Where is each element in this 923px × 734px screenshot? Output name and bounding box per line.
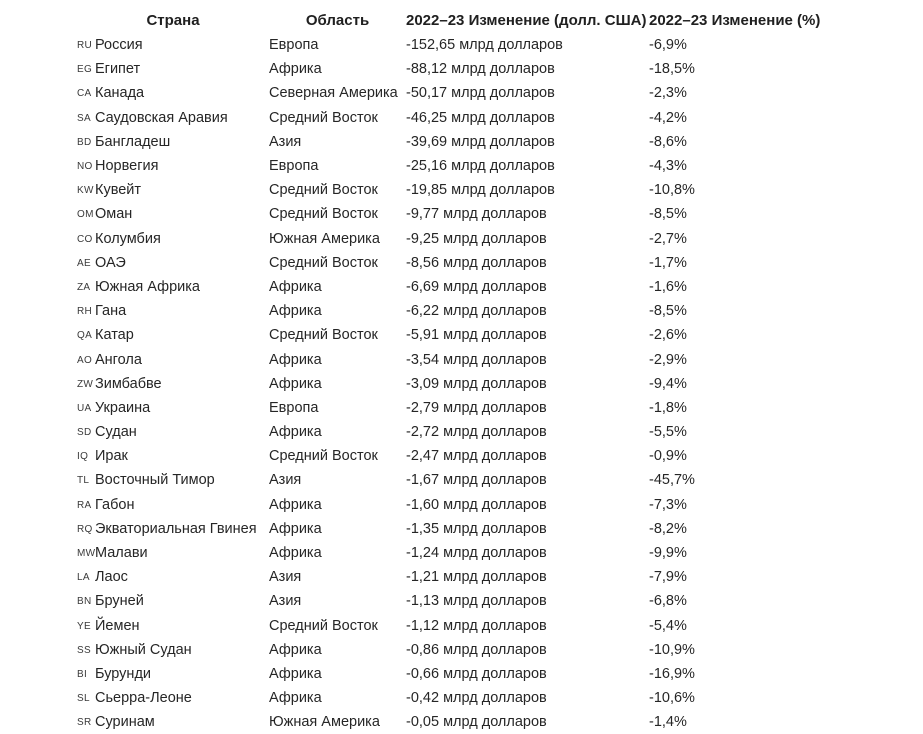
cell-region: Африка — [269, 520, 322, 537]
cell-country — [77, 589, 269, 613]
cell-region: Европа — [269, 37, 319, 54]
country-code-flag: BI — [77, 668, 88, 680]
cell-country — [77, 178, 269, 202]
country-name: Йемен — [95, 617, 140, 634]
cell-change-pct: -8,5% — [649, 303, 687, 320]
table-row — [77, 444, 835, 468]
country-code-flag: OM — [77, 209, 94, 221]
cell-country — [77, 275, 269, 299]
country-name: Южный Судан — [95, 641, 192, 658]
cell-change-pct: -5,5% — [649, 424, 687, 441]
table-row — [77, 541, 835, 565]
cell-change-pct: -1,4% — [649, 714, 687, 731]
table-row — [77, 251, 835, 275]
table-row — [77, 614, 835, 638]
country-code-flag: BD — [77, 136, 92, 148]
cell-change-usd: -19,85 млрд долларов — [406, 182, 555, 199]
table-header — [77, 8, 835, 33]
country-name: Лаос — [95, 569, 128, 586]
cell-region: Африка — [269, 665, 322, 682]
cell-change-pct: -10,6% — [649, 690, 695, 707]
cell-region: Средний Восток — [269, 109, 378, 126]
cell-region: Африка — [269, 278, 322, 295]
cell-country — [77, 299, 269, 323]
cell-region: Средний Восток — [269, 617, 378, 634]
table-row — [77, 686, 835, 710]
cell-region: Африка — [269, 690, 322, 707]
cell-country — [77, 106, 269, 130]
cell-change-pct: -4,2% — [649, 109, 687, 126]
country-name: Судан — [95, 424, 137, 441]
table-row — [77, 81, 835, 105]
country-code-flag: RQ — [77, 523, 93, 535]
country-code-flag: AE — [77, 257, 91, 269]
country-name: ОАЭ — [95, 254, 126, 271]
country-code-flag: CA — [77, 88, 92, 100]
cell-country — [77, 33, 269, 57]
country-code-flag: AO — [77, 354, 93, 366]
cell-region: Азия — [269, 472, 302, 489]
country-name: Южная Африка — [95, 278, 200, 295]
cell-change-usd: -46,25 млрд долларов — [406, 109, 555, 126]
country-code-flag: SA — [77, 112, 91, 124]
cell-change-pct: -4,3% — [649, 158, 687, 175]
cell-country — [77, 420, 269, 444]
cell-change-usd: -1,12 млрд долларов — [406, 617, 547, 634]
country-name: Бруней — [95, 593, 144, 610]
country-name: Суринам — [95, 714, 155, 731]
cell-country — [77, 396, 269, 420]
table-row — [77, 638, 835, 662]
country-code-flag: EG — [77, 64, 93, 76]
cell-change-pct: -2,9% — [649, 351, 687, 368]
cell-change-pct: -1,8% — [649, 399, 687, 416]
column-header-change-usd[interactable]: 2022–23 Изменение (долл. США) — [406, 12, 647, 29]
country-name: Малави — [95, 545, 148, 562]
cell-change-usd: -152,65 млрд долларов — [406, 37, 563, 54]
cell-region: Средний Восток — [269, 206, 378, 223]
country-code-flag: BN — [77, 596, 92, 608]
country-name: Сьерра-Леоне — [95, 690, 192, 707]
cell-country — [77, 154, 269, 178]
cell-change-usd: -39,69 млрд долларов — [406, 133, 555, 150]
country-name: Украина — [95, 399, 151, 416]
country-name: Россия — [95, 37, 143, 54]
cell-country — [77, 323, 269, 347]
cell-change-pct: -2,6% — [649, 327, 687, 344]
country-name: Ирак — [95, 448, 128, 465]
table-row — [77, 299, 835, 323]
cell-change-pct: -9,9% — [649, 545, 687, 562]
cell-region: Африка — [269, 375, 322, 392]
table-body — [77, 33, 835, 734]
cell-change-pct: -6,8% — [649, 593, 687, 610]
cell-country — [77, 686, 269, 710]
table-row — [77, 106, 835, 130]
cell-change-pct: -45,7% — [649, 472, 695, 489]
table-row — [77, 372, 835, 396]
country-code-flag: KW — [77, 185, 94, 197]
cell-change-usd: -9,77 млрд долларов — [406, 206, 547, 223]
table-row — [77, 420, 835, 444]
country-code-flag: RA — [77, 499, 92, 511]
country-code-flag: ZA — [77, 281, 91, 293]
cell-change-usd: -1,60 млрд долларов — [406, 496, 547, 513]
table-row — [77, 33, 835, 57]
country-name: Саудовская Аравия — [95, 109, 228, 126]
cell-change-pct: -10,9% — [649, 641, 695, 658]
cell-country — [77, 347, 269, 371]
cell-change-pct: -7,9% — [649, 569, 687, 586]
cell-region: Азия — [269, 569, 302, 586]
column-header-region[interactable]: Область — [305, 12, 370, 29]
cell-country — [77, 251, 269, 275]
country-code-flag: ZW — [77, 378, 94, 390]
cell-region: Африка — [269, 303, 322, 320]
cell-region: Европа — [269, 399, 319, 416]
cell-change-pct: -8,5% — [649, 206, 687, 223]
table-row — [77, 178, 835, 202]
cell-country — [77, 638, 269, 662]
cell-change-usd: -1,67 млрд долларов — [406, 472, 547, 489]
country-name: Оман — [95, 206, 133, 223]
country-code-flag: SR — [77, 717, 92, 729]
table-row — [77, 565, 835, 589]
cell-change-usd: -9,25 млрд долларов — [406, 230, 547, 247]
cell-region: Африка — [269, 424, 322, 441]
cell-region: Африка — [269, 641, 322, 658]
country-code-flag: TL — [77, 475, 90, 487]
country-name: Восточный Тимор — [95, 472, 215, 489]
country-name: Габон — [95, 496, 135, 513]
country-code-flag: RU — [77, 40, 93, 52]
cell-country — [77, 444, 269, 468]
cell-change-usd: -0,66 млрд долларов — [406, 665, 547, 682]
column-header-change-pct[interactable]: 2022–23 Изменение (%) — [649, 12, 821, 29]
cell-change-usd: -6,69 млрд долларов — [406, 278, 547, 295]
table-row — [77, 130, 835, 154]
table-row — [77, 227, 835, 251]
cell-change-usd: -1,21 млрд долларов — [406, 569, 547, 586]
cell-region: Европа — [269, 158, 319, 175]
cell-change-pct: -7,3% — [649, 496, 687, 513]
country-code-flag: UA — [77, 402, 92, 414]
cell-change-usd: -0,86 млрд долларов — [406, 641, 547, 658]
country-code-flag: SL — [77, 693, 90, 705]
country-name: Ангола — [95, 351, 142, 368]
cell-change-pct: -10,8% — [649, 182, 695, 199]
cell-change-pct: -2,3% — [649, 85, 687, 102]
cell-change-pct: -2,7% — [649, 230, 687, 247]
cell-change-pct: -9,4% — [649, 375, 687, 392]
cell-change-usd: -5,91 млрд долларов — [406, 327, 547, 344]
cell-change-pct: -1,7% — [649, 254, 687, 271]
cell-country — [77, 710, 269, 734]
cell-region: Северная Америка — [269, 85, 398, 102]
table-row — [77, 323, 835, 347]
cell-change-pct: -6,9% — [649, 37, 687, 54]
cell-change-usd: -88,12 млрд долларов — [406, 61, 555, 78]
cell-change-usd: -2,72 млрд долларов — [406, 424, 547, 441]
cell-change-usd: -2,79 млрд долларов — [406, 399, 547, 416]
cell-country — [77, 372, 269, 396]
cell-change-usd: -2,47 млрд долларов — [406, 448, 547, 465]
cell-country — [77, 517, 269, 541]
table-row — [77, 710, 835, 734]
cell-change-usd: -0,05 млрд долларов — [406, 714, 547, 731]
country-code-flag: SD — [77, 427, 92, 439]
cell-country — [77, 565, 269, 589]
country-code-flag: LA — [77, 572, 90, 584]
country-name: Канада — [95, 85, 145, 102]
cell-change-usd: -6,22 млрд долларов — [406, 303, 547, 320]
cell-country — [77, 227, 269, 251]
cell-country — [77, 57, 269, 81]
cell-change-usd: -3,09 млрд долларов — [406, 375, 547, 392]
cell-region: Южная Америка — [269, 714, 380, 731]
table-row — [77, 396, 835, 420]
cell-change-usd: -50,17 млрд долларов — [406, 85, 555, 102]
country-name: Гана — [95, 303, 127, 320]
cell-region: Средний Восток — [269, 254, 378, 271]
cell-region: Средний Восток — [269, 327, 378, 344]
country-code-flag: IQ — [77, 451, 89, 463]
table-row — [77, 493, 835, 517]
country-name: Бангладеш — [95, 133, 171, 150]
cell-change-usd: -8,56 млрд долларов — [406, 254, 547, 271]
cell-change-pct: -18,5% — [649, 61, 695, 78]
cell-change-pct: -8,6% — [649, 133, 687, 150]
country-name: Катар — [95, 327, 134, 344]
country-code-flag: QA — [77, 330, 93, 342]
cell-region: Южная Америка — [269, 230, 380, 247]
cell-change-pct: -0,9% — [649, 448, 687, 465]
cell-region: Африка — [269, 496, 322, 513]
cell-country — [77, 468, 269, 492]
cell-region: Азия — [269, 593, 302, 610]
cell-region: Африка — [269, 61, 322, 78]
gdp-change-table — [77, 8, 835, 734]
cell-country — [77, 202, 269, 226]
table-row — [77, 202, 835, 226]
table-row — [77, 468, 835, 492]
cell-change-usd: -1,35 млрд долларов — [406, 520, 547, 537]
cell-region: Средний Восток — [269, 182, 378, 199]
cell-country — [77, 493, 269, 517]
country-name: Бурунди — [95, 665, 152, 682]
cell-change-usd: -1,24 млрд долларов — [406, 545, 547, 562]
country-name: Зимбабве — [95, 375, 162, 392]
cell-country — [77, 662, 269, 686]
cell-change-usd: -0,42 млрд долларов — [406, 690, 547, 707]
table-row — [77, 57, 835, 81]
country-code-flag: NO — [77, 161, 93, 173]
country-name: Кувейт — [95, 182, 142, 199]
cell-region: Африка — [269, 351, 322, 368]
column-header-country[interactable]: Страна — [146, 12, 200, 29]
cell-country — [77, 130, 269, 154]
country-code-flag: RH — [77, 306, 93, 318]
country-code-flag: CO — [77, 233, 93, 245]
table-row — [77, 662, 835, 686]
cell-region: Азия — [269, 133, 302, 150]
table-row — [77, 275, 835, 299]
country-name: Колумбия — [95, 230, 161, 247]
cell-country — [77, 81, 269, 105]
table-row — [77, 347, 835, 371]
country-code-flag: YE — [77, 620, 91, 632]
country-name: Норвегия — [95, 158, 159, 175]
country-name: Египет — [95, 61, 141, 78]
country-name: Экваториальная Гвинея — [95, 520, 257, 537]
country-code-flag: SS — [77, 644, 91, 656]
table-row — [77, 154, 835, 178]
cell-change-pct: -1,6% — [649, 278, 687, 295]
cell-change-usd: -1,13 млрд долларов — [406, 593, 547, 610]
cell-region: Средний Восток — [269, 448, 378, 465]
cell-country — [77, 614, 269, 638]
cell-change-pct: -16,9% — [649, 665, 695, 682]
table-row — [77, 517, 835, 541]
table-row — [77, 589, 835, 613]
country-code-flag: MW — [77, 548, 96, 560]
cell-change-usd: -3,54 млрд долларов — [406, 351, 547, 368]
cell-change-usd: -25,16 млрд долларов — [406, 158, 555, 175]
header-row — [77, 8, 835, 33]
cell-change-pct: -8,2% — [649, 520, 687, 537]
cell-change-pct: -5,4% — [649, 617, 687, 634]
cell-country — [77, 541, 269, 565]
cell-region: Африка — [269, 545, 322, 562]
